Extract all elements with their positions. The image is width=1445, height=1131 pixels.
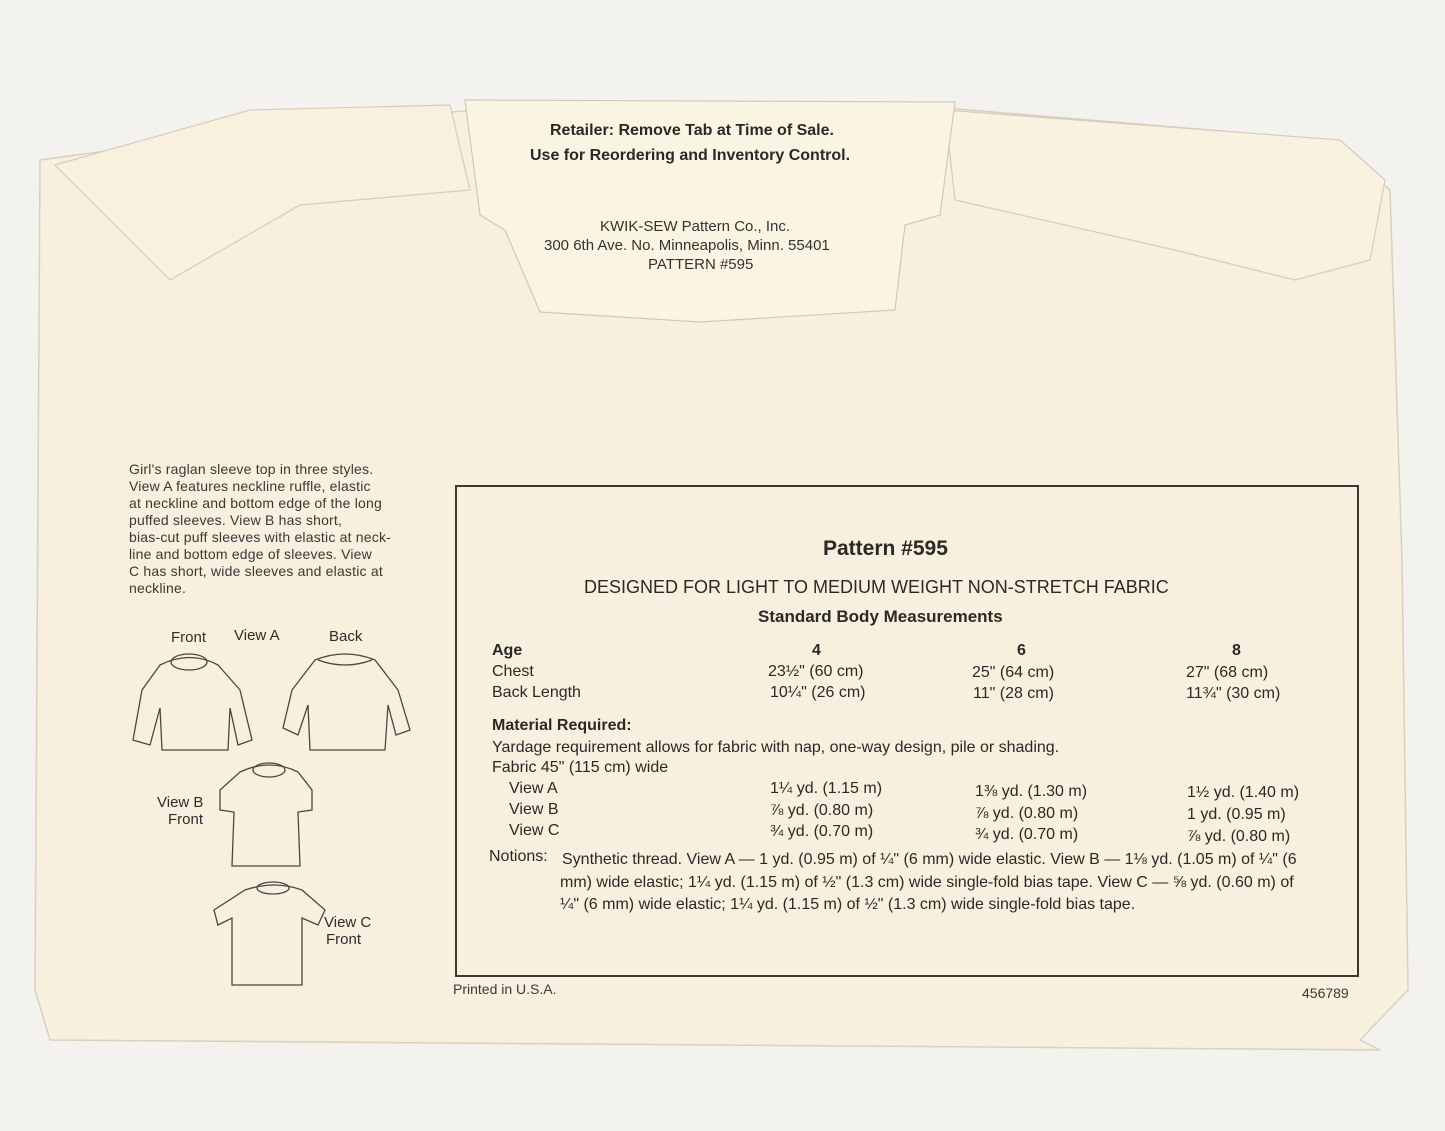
description-line: line and bottom edge of sleeves. View	[129, 546, 372, 562]
description-line: at neckline and bottom edge of the long	[129, 495, 382, 511]
view-a-front-label: Front	[171, 629, 207, 646]
catalog-code: 456789	[1302, 985, 1349, 1001]
description-line: neckline.	[129, 580, 187, 596]
view-a-size-6: 1⅜ yd. (1.30 m)	[975, 783, 1088, 800]
retailer-line-2: Use for Reordering and Inventory Control.	[530, 147, 851, 164]
description-line: puffed sleeves. View B has short,	[129, 512, 343, 528]
notions-line-3: ¼" (6 mm) wide elastic; 1¼ yd. (1.15 m) of ½" (1.3 cm) wide single-fold bias tape.	[560, 896, 1136, 913]
back-size-6: 11" (28 cm)	[973, 685, 1054, 702]
company-address: 300 6th Ave. No. Minneapolis, Minn. 55401	[544, 237, 830, 254]
material-note: Yardage requirement allows for fabric with nap, one-way design, pile or shading.	[492, 739, 1060, 756]
printed-in: Printed in U.S.A.	[453, 981, 557, 997]
notions-line-1: Synthetic thread. View A — 1 yd. (0.95 m) of ¼" (6 mm) wide elastic. View B — 1⅛ yd. (1.05 m) of ¼" (6	[562, 851, 1297, 868]
view-b-material-label: View B	[509, 801, 559, 818]
retailer-line-1: Retailer: Remove Tab at Time of Sale.	[550, 122, 834, 139]
age-label: Age	[492, 642, 523, 659]
measurements-heading: Standard Body Measurements	[758, 607, 1003, 626]
notions-line-2: mm) wide elastic; 1¼ yd. (1.15 m) of ½" (1.3 cm) wide single-fold bias tape. View C — ⅝ yd. (0.60 m) of	[560, 874, 1294, 891]
description-line: C has short, wide sleeves and elastic at	[129, 563, 383, 579]
view-c-material-label: View C	[509, 822, 560, 839]
view-a-size-4: 1¼ yd. (1.15 m)	[770, 780, 883, 797]
size-4: 4	[812, 642, 821, 659]
description-line: View A features neckline ruffle, elastic	[129, 478, 371, 494]
notions-label: Notions:	[489, 848, 548, 865]
chest-size-4: 23½" (60 cm)	[768, 663, 864, 680]
view-a-material-label: View A	[509, 780, 558, 797]
box-subtitle: DESIGNED FOR LIGHT TO MEDIUM WEIGHT NON-STRETCH FABRIC	[584, 577, 1169, 597]
box-title: Pattern #595	[823, 537, 948, 560]
view-c-label: View C	[324, 914, 372, 931]
view-a-back-label: Back	[329, 628, 363, 645]
back-length-label: Back Length	[492, 684, 581, 701]
chest-label: Chest	[492, 663, 534, 680]
view-c-size-4: ¾ yd. (0.70 m)	[770, 823, 874, 840]
view-a-title: View A	[234, 627, 280, 644]
size-8: 8	[1232, 642, 1241, 659]
chest-size-8: 27" (68 cm)	[1186, 664, 1269, 681]
view-b-label: View B	[157, 794, 204, 811]
back-size-4: 10¼" (26 cm)	[770, 684, 866, 701]
chest-size-6: 25" (64 cm)	[972, 664, 1055, 681]
view-b-size-8: 1 yd. (0.95 m)	[1187, 806, 1286, 823]
view-c-size-6: ¾ yd. (0.70 m)	[975, 826, 1079, 843]
size-6: 6	[1017, 642, 1026, 659]
view-c-size-8: ⅞ yd. (0.80 m)	[1187, 828, 1291, 845]
description-line: bias-cut puff sleeves with elastic at neck-	[129, 529, 392, 545]
material-heading: Material Required:	[492, 717, 632, 734]
tab-pattern-number: PATTERN #595	[648, 256, 754, 273]
view-b-front-label: Front	[168, 811, 204, 828]
view-b-size-4: ⅞ yd. (0.80 m)	[770, 802, 874, 819]
view-c-front-label: Front	[326, 931, 362, 948]
description-line: Girl's raglan sleeve top in three styles.	[129, 461, 374, 477]
back-size-8: 11¾" (30 cm)	[1186, 685, 1281, 702]
company-name: KWIK-SEW Pattern Co., Inc.	[600, 218, 791, 235]
fabric-width: Fabric 45" (115 cm) wide	[492, 759, 669, 776]
view-a-size-8: 1½ yd. (1.40 m)	[1187, 784, 1300, 801]
view-b-size-6: ⅞ yd. (0.80 m)	[975, 805, 1079, 822]
